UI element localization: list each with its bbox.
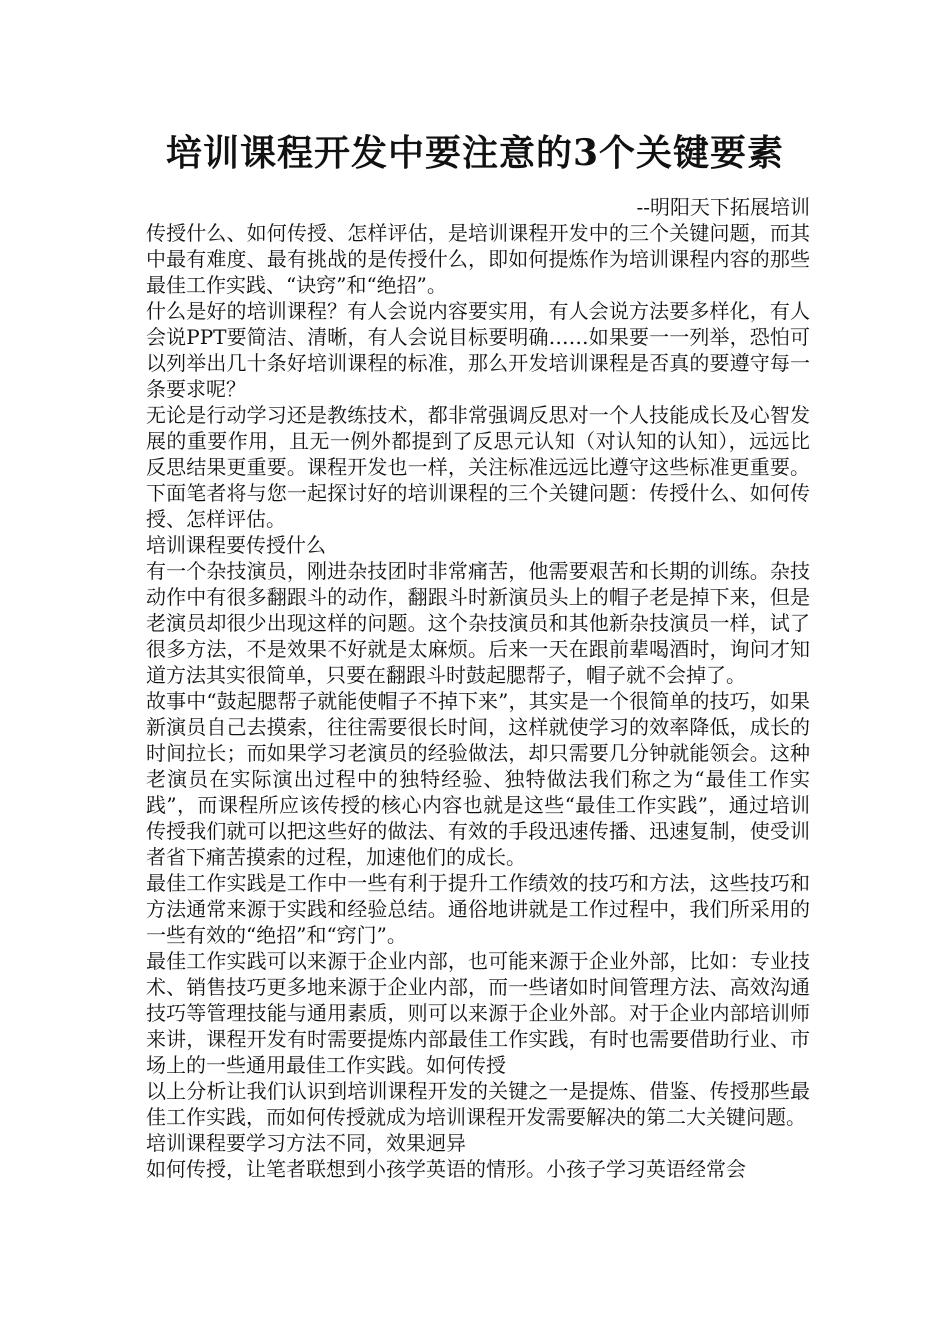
- paragraph: 最佳工作实践可以来源于企业内部，也可能来源于企业外部，比如：专业技术、销售技巧更多地来源于企业内部，而一些诸如时间管理方法、高效沟通技巧等管理技能与通用素质，则可以来源于企业外部。对于企业内部培训师来讲，课程开发有时需要提炼内部最佳工作实践，有时也需要借助行业、市场上的一些通用最佳工作实践。如何传授: [146, 949, 810, 1077]
- paragraph: 有一个杂技演员，刚进杂技团时非常痛苦，他需要艰苦和长期的训练。杂技动作中有很多翻跟斗的动作，翻跟斗时新演员头上的帽子老是掉下来，但是老演员却很少出现这样的问题。这个杂技演员和其他新杂技演员一样，试了很多方法，不是效果不好就是太麻烦。后来一天在跟前辈喝酒时，询问才知道方法其实很简单，只要在翻跟斗时鼓起腮帮子，帽子就不会掉了。: [146, 559, 810, 687]
- paragraph: 以上分析让我们认识到培训课程开发的关键之一是提炼、借鉴、传授那些最佳工作实践，而如何传授就成为培训课程开发需要解决的第二大关键问题。: [146, 1079, 810, 1129]
- paragraph: 最佳工作实践是工作中一些有利于提升工作绩效的技巧和方法，这些技巧和方法通常来源于实践和经验总结。通俗地讲就是工作过程中，我们所采用的一些有效的“绝招”和“窍门”。: [146, 871, 810, 947]
- paragraph: 什么是好的培训课程？有人会说内容要实用，有人会说方法要多样化，有人会说PPT要简洁、清晰，有人会说目标要明确……如果要一一列举，恐怕可以列举出几十条好培训课程的标准，那么开发培训课程是否真的要遵守每一条要求呢？: [146, 299, 810, 401]
- paragraph: 无论是行动学习还是教练技术，都非常强调反思对一个人技能成长及心智发展的重要作用，且无一例外都提到了反思元认知（对认知的认知），远远比反思结果更重要。课程开发也一样，关注标准远远比遵守这些标准更重要。 下面笔者将与您一起探讨好的培训课程的三个关键问题：传授什么、如何传授、怎样评估。: [146, 403, 810, 531]
- section-heading: 培训课程要学习方法不同，效果迥异: [146, 1131, 466, 1155]
- document-body: [146, 194, 810, 1182]
- byline: --明阳天下拓展培训: [636, 195, 810, 219]
- paragraph: 传授什么、如何传授、怎样评估，是培训课程开发中的三个关键问题，而其中最有难度、最有挑战的是传授什么，即如何提炼作为培训课程内容的那些最佳工作实践、“诀窍”和“绝招”。: [146, 221, 810, 297]
- section-heading: 培训课程要传授什么: [146, 533, 326, 557]
- paragraph: 故事中“鼓起腮帮子就能使帽子不掉下来”，其实是一个很简单的技巧，如果新演员自己去摸索，往往需要很长时间，这样就使学习的效率降低，成长的时间拉长；而如果学习老演员的经验做法，却只需要几分钟就能领会。这种老演员在实际演出过程中的独特经验、独特做法我们称之为“最佳工作实践”，而课程所应该传授的核心内容也就是这些“最佳工作实践”，通过培训传授我们就可以把这些好的做法、有效的手段迅速传播、迅速复制，使受训者省下痛苦摸索的过程，加速他们的成长。: [146, 689, 810, 869]
- document-title: 培训课程开发中要注意的3个关键要素: [165, 132, 785, 174]
- paragraph: 如何传授，让笔者联想到小孩学英语的情形。小孩子学习英语经常会: [146, 1157, 746, 1181]
